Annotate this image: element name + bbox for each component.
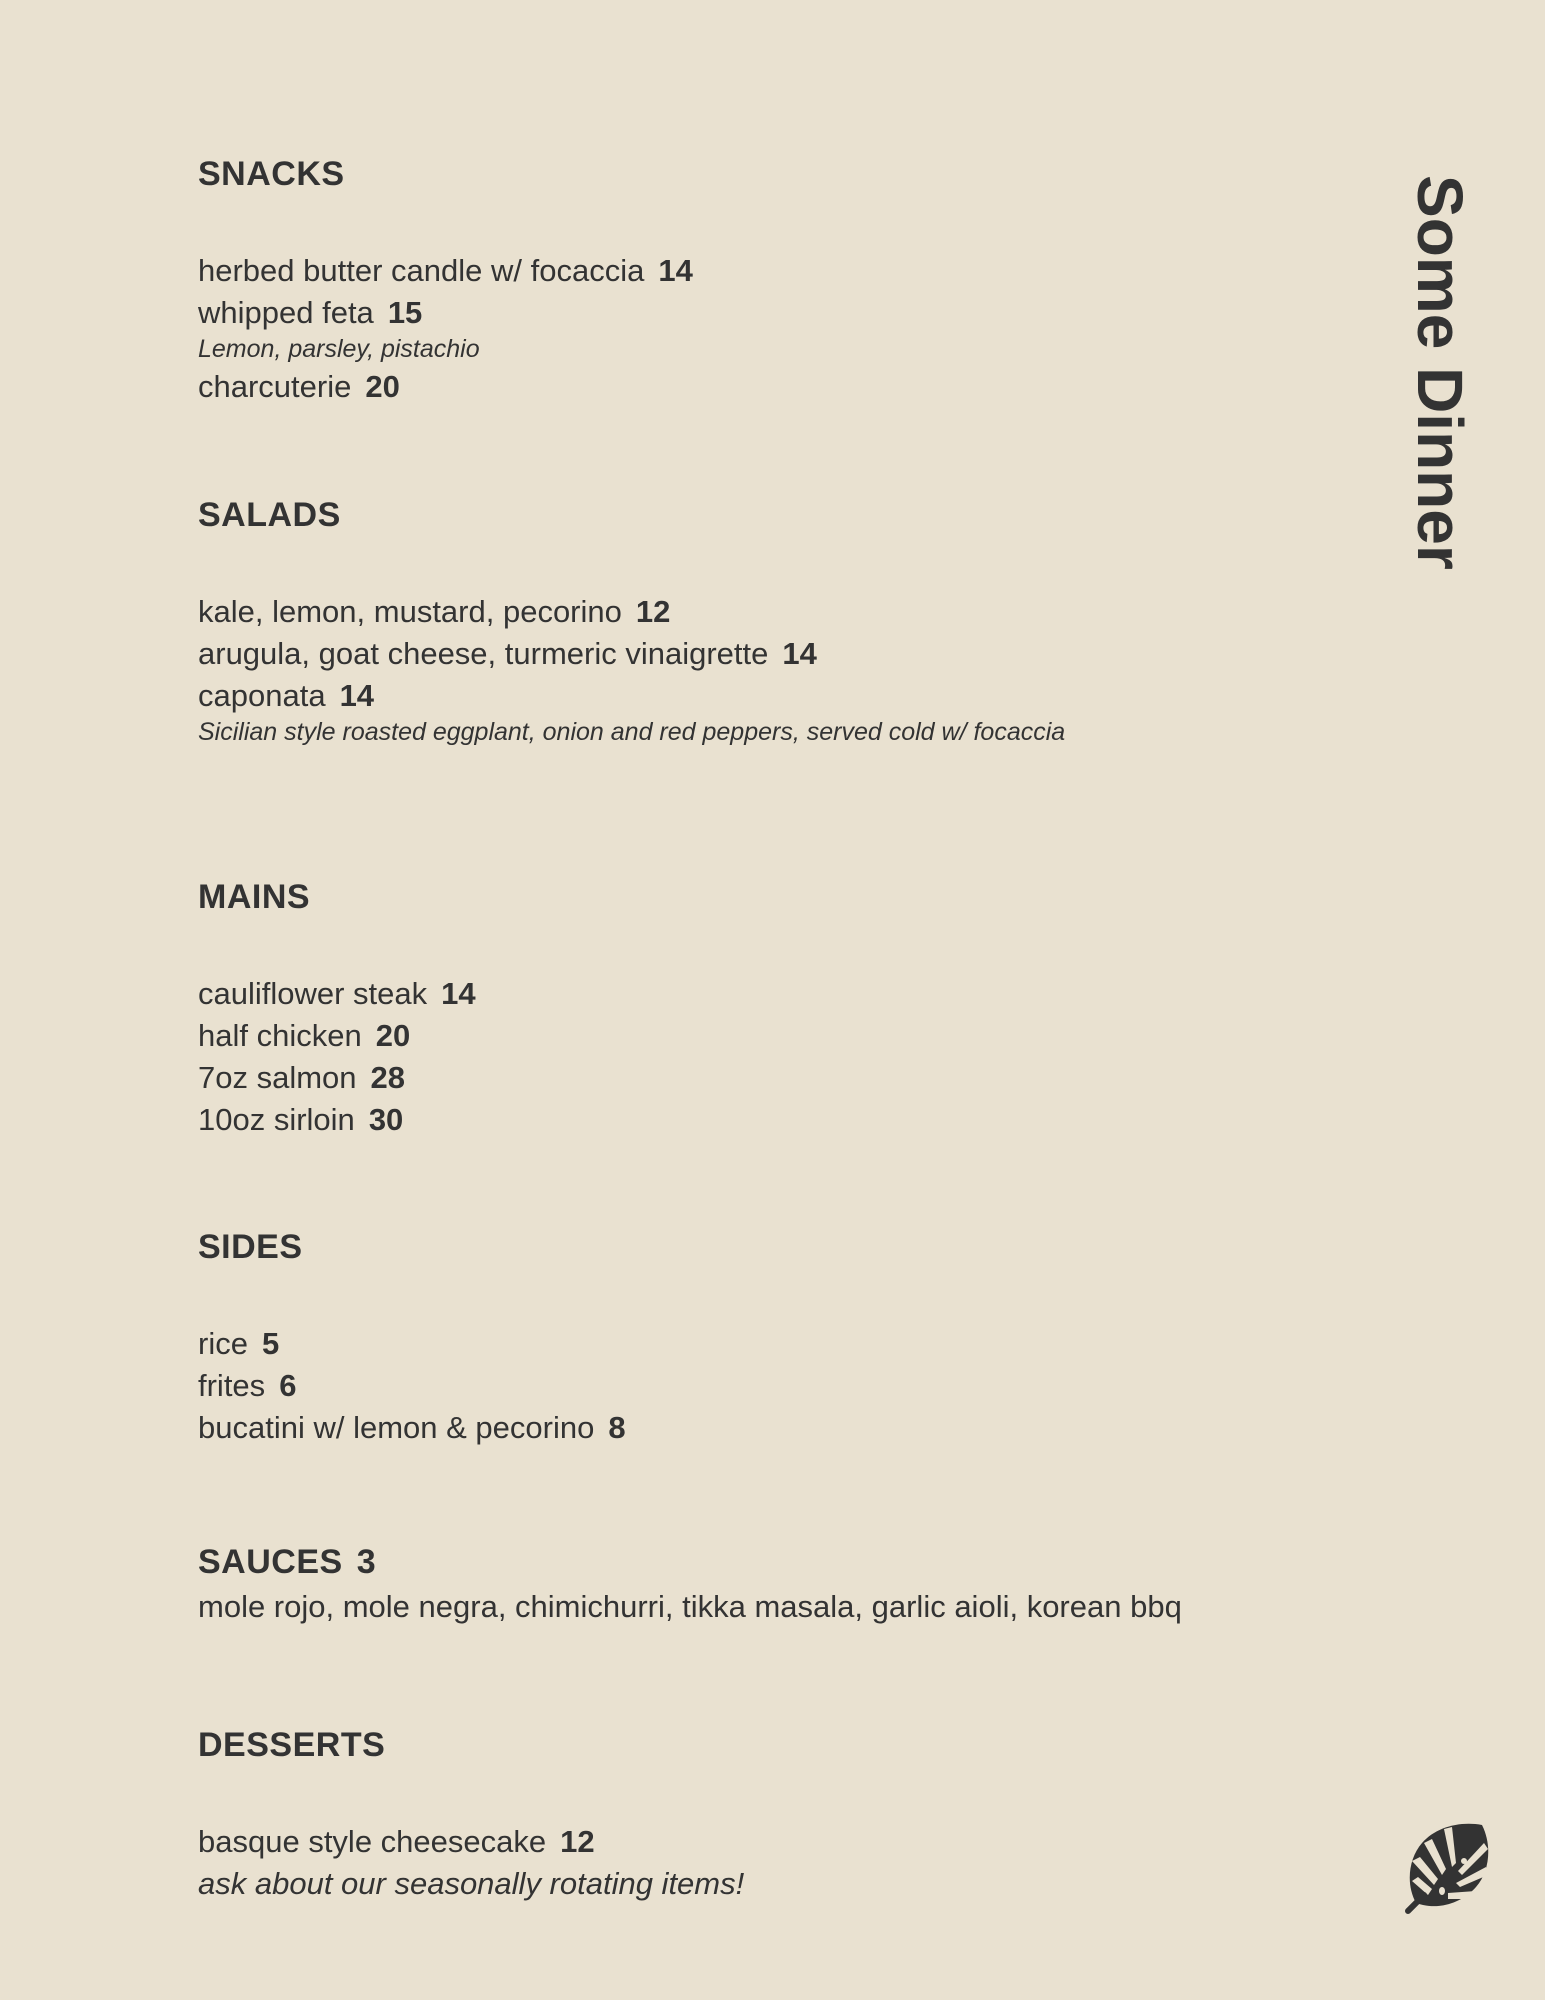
menu-item [198, 1057, 1348, 1099]
section-desserts [198, 1725, 1348, 1905]
menu-item [198, 1821, 1348, 1863]
menu-item [198, 973, 1348, 1015]
item-price: 20 [365, 369, 400, 404]
item-price: 14 [782, 636, 817, 671]
menu-item [198, 1407, 1348, 1449]
item-price: 12 [560, 1824, 595, 1859]
item-name: herbed butter candle w/ focaccia [198, 253, 645, 288]
menu-item [198, 1099, 1348, 1141]
section-title-sauces [198, 1542, 1348, 1582]
item-list [198, 1323, 1348, 1449]
item-name: half chicken [198, 1018, 362, 1053]
section-title-salads: SALADS [198, 496, 341, 534]
item-price: 14 [658, 253, 693, 288]
menu-item [198, 633, 1348, 675]
item-list [198, 1821, 1348, 1905]
item-list [198, 250, 1348, 408]
menu-item [198, 250, 1348, 292]
item-list [198, 973, 1348, 1141]
item-name: basque style cheesecake [198, 1824, 547, 1859]
menu-item [198, 1365, 1348, 1407]
section-snacks [198, 154, 1348, 408]
section-title-mains: MAINS [198, 878, 311, 916]
section-mains [198, 877, 1348, 1141]
item-description: Lemon, parsley, pistachio [198, 335, 480, 363]
item-name: cauliflower steak [198, 976, 428, 1011]
menu-item [198, 292, 1348, 334]
section-title-desserts: DESSERTS [198, 1726, 386, 1764]
menu-item [198, 1323, 1348, 1365]
item-price: 5 [261, 1326, 280, 1361]
item-name: caponata [198, 678, 326, 713]
item-name: whipped feta [198, 295, 374, 330]
item-price: 12 [635, 594, 671, 629]
monstera-leaf-icon [1398, 1815, 1498, 1915]
item-price: 14 [441, 976, 476, 1011]
item-price: 20 [375, 1018, 411, 1053]
item-name: kale, lemon, mustard, pecorino [198, 594, 622, 629]
item-name: rice [198, 1326, 248, 1361]
menu-item [198, 1015, 1348, 1057]
item-price: 15 [387, 295, 423, 330]
section-price: 3 [356, 1543, 377, 1581]
item-price: 14 [339, 678, 375, 713]
item-price: 6 [279, 1368, 297, 1403]
item-name: 10oz sirloin [198, 1102, 355, 1137]
item-price: 28 [370, 1060, 406, 1095]
item-name: frites [198, 1368, 266, 1403]
item-price: 30 [368, 1102, 404, 1137]
item-name: arugula, goat cheese, turmeric vinaigrette [198, 636, 769, 671]
seasonal-note: ask about our seasonally rotating items! [198, 1866, 745, 1901]
menu-item [198, 591, 1348, 633]
section-title-text: SAUCES [198, 1543, 343, 1581]
section-title-snacks: SNACKS [198, 155, 345, 193]
section-sauces [198, 1542, 1348, 1628]
item-list [198, 591, 1348, 749]
section-salads [198, 495, 1348, 749]
section-title-sides: SIDES [198, 1228, 303, 1266]
item-name: charcuterie [198, 369, 352, 404]
item-description: Sicilian style roasted eggplant, onion and red peppers, served cold w/ focaccia [198, 718, 1066, 746]
menu-item [198, 366, 1348, 408]
item-price: 8 [608, 1410, 626, 1445]
section-sides [198, 1227, 1348, 1449]
menu-item [198, 675, 1348, 717]
brand-title: Some Dinner [1404, 175, 1476, 570]
item-name: 7oz salmon [198, 1060, 357, 1095]
item-name: bucatini w/ lemon & pecorino [198, 1410, 595, 1445]
sauce-list: mole rojo, mole negra, chimichurri, tikka masala, garlic aioli, korean bbq [198, 1589, 1182, 1624]
